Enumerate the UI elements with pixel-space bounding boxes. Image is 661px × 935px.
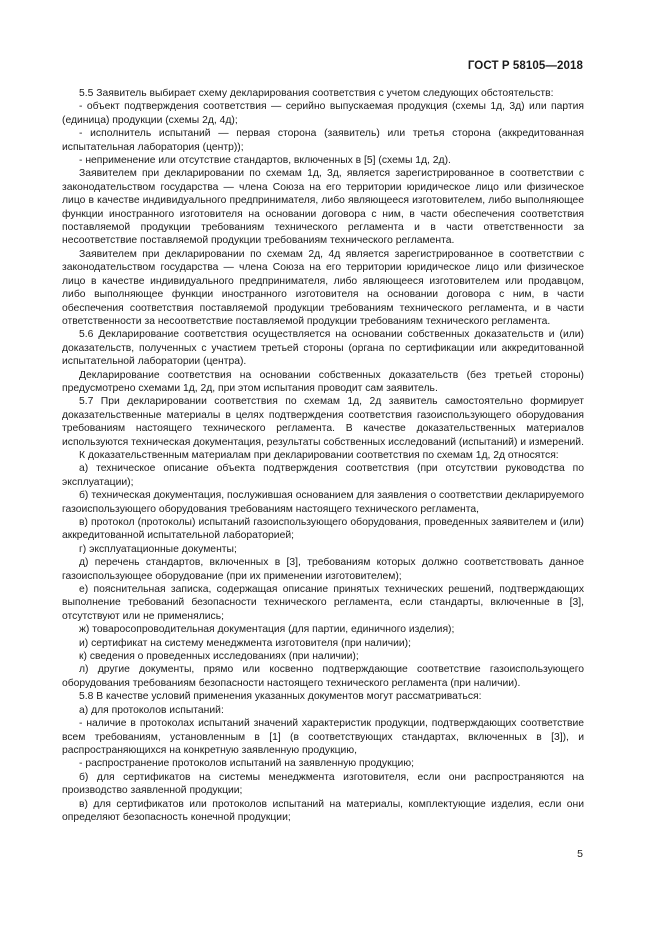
list-item: - исполнитель испытаний — первая сторона (заявитель) или третья сторона (аккредитованная испытательная лаборатория (центр)); bbox=[62, 128, 584, 153]
list-item: е) пояснительная записка, содержащая описание принятых технических решений, подтверждающих выполнение требований безопасности технического регламента, если стандарты, включенные в [3], отсутствуют или не применялись; bbox=[62, 584, 584, 622]
list-item: д) перечень стандартов, включенных в [3], требованиям которых должно соответствовать данное газоиспользующее оборудование (при их применении изготовителем); bbox=[62, 557, 584, 582]
paragraph: Заявителем при декларировании по схемам 2д, 4д является зарегистрированное в соответствии с законодательством государства — члена Союза на его территории юридическое лицо или физическое лицо в качестве индивидуального предпринимателя, либо являющееся изготовителем или продавцом, либо выполняющее функции иностранного изготовителя на основании договора с ним, в части обеспечения соответствия поставляемой продукции требованиям технического регламента, и в части ответственности за несоответствие поставляемой продукции требованиям технического регламента. bbox=[62, 248, 584, 327]
list-item: а) техническое описание объекта подтверждения соответствия (при отсутствии руководства по эксплуатации); bbox=[62, 463, 584, 488]
list-item: ж) товаросопроводительная документация (для партии, единичного изделия); bbox=[79, 624, 455, 636]
page-number: 5 bbox=[577, 848, 583, 860]
list-item: и) сертификат на систему менеджмента изготовителя (при наличии); bbox=[79, 637, 411, 649]
list-item: - распространение протоколов испытаний на заявленную продукцию; bbox=[79, 758, 414, 770]
paragraph: К доказательственным материалам при декларировании соответствия по схемам 1д, 2д относятся: bbox=[79, 449, 559, 461]
list-item: б) для сертификатов на системы менеджмента изготовителя, если они распространяются на производство заявленной продукции; bbox=[62, 771, 584, 797]
paragraph: Заявителем при декларировании по схемам 1д, 3д, является зарегистрированное в соответствии с законодательством государства — члена Союза на его территории юридическое лицо или физическое лицо в качестве индивидуального предпринимателя, либо являющееся изготовителем, либо выполняющее функции иностранного изготовителя на основании договора с ним, в части обеспечения соответствия поставляемой продукции требованиям технического регламента и в части ответственности за несоответствие поставляемой продукции требованиям технического регламента. bbox=[62, 168, 584, 247]
document-header: ГОСТ Р 58105—2018 bbox=[467, 60, 583, 72]
paragraph-5-5: 5.5 Заявитель выбирает схему декларирования соответствия с учетом следующих обстоятельств: bbox=[79, 88, 554, 99]
list-item: - наличие в протоколах испытаний значений характеристик продукции, подтверждающих соответствие всем требованиям, установленным в [1] (в соответствующих стандартах, включенных в [3]), и распространяющихся на конкретную заявленную продукцию, bbox=[62, 718, 584, 756]
paragraph-5-6: 5.6 Декларирование соответствия осуществляется на основании собственных доказательств и (или) доказательств, полученных с участием третьей стороны (органа по сертификации или аккредитованной испытательной лаборатории (центра). bbox=[62, 329, 584, 368]
list-item: г) эксплуатационные документы; bbox=[79, 543, 237, 555]
list-item: - неприменение или отсутствие стандартов, включенных в [5] (схемы 1д, 2д). bbox=[79, 155, 451, 167]
list-item: в) протокол (протоколы) испытаний газоиспользующего оборудования, проведенных заявителем и (или) аккредитованной испытательной лабораторией; bbox=[62, 517, 584, 542]
list-item: к) сведения о проведенных исследованиях (при наличии); bbox=[79, 651, 359, 663]
list-item: б) техническая документация, послужившая основанием для заявления о соответствии декларируемого газоиспользующего оборудования требованиям настоящего технического регламента, bbox=[62, 490, 584, 515]
list-item: л) другие документы, прямо или косвенно подтверждающие соответствие газоиспользующего оборудования требованиям безопасности настоящего технического регламента (при наличии). bbox=[62, 664, 584, 689]
paragraph-5-7: 5.7 При декларировании соответствия по схемам 1д, 2д заявитель самостоятельно формирует доказательственные материалы в целях подтверждения соответствия газоиспользующего оборудования требованиям настоящего технического регламента. В качестве доказательственных материалов используются техническая документация, результаты собственных исследований (испытаний) и измерений. bbox=[62, 396, 584, 448]
list-item: - объект подтверждения соответствия — серийно выпускаемая продукция (схемы 1д, 3д) или партия (единица) продукции (схемы 2д, 4д); bbox=[62, 101, 584, 126]
list-item: в) для сертификатов или протоколов испытаний на материалы, комплектующие изделия, если они определяют безопасность конечной продукции; bbox=[62, 798, 584, 823]
paragraph: Декларирование соответствия на основании собственных доказательств (без третьей стороны) предусмотрено схемами 1д, 2д, при этом испытания проводит сам заявитель. bbox=[62, 369, 584, 394]
list-item: а) для протоколов испытаний: bbox=[79, 704, 224, 716]
document-body bbox=[62, 87, 584, 824]
paragraph-5-8: 5.8 В качестве условий применения указанных документов могут рассматриваться: bbox=[79, 691, 482, 703]
